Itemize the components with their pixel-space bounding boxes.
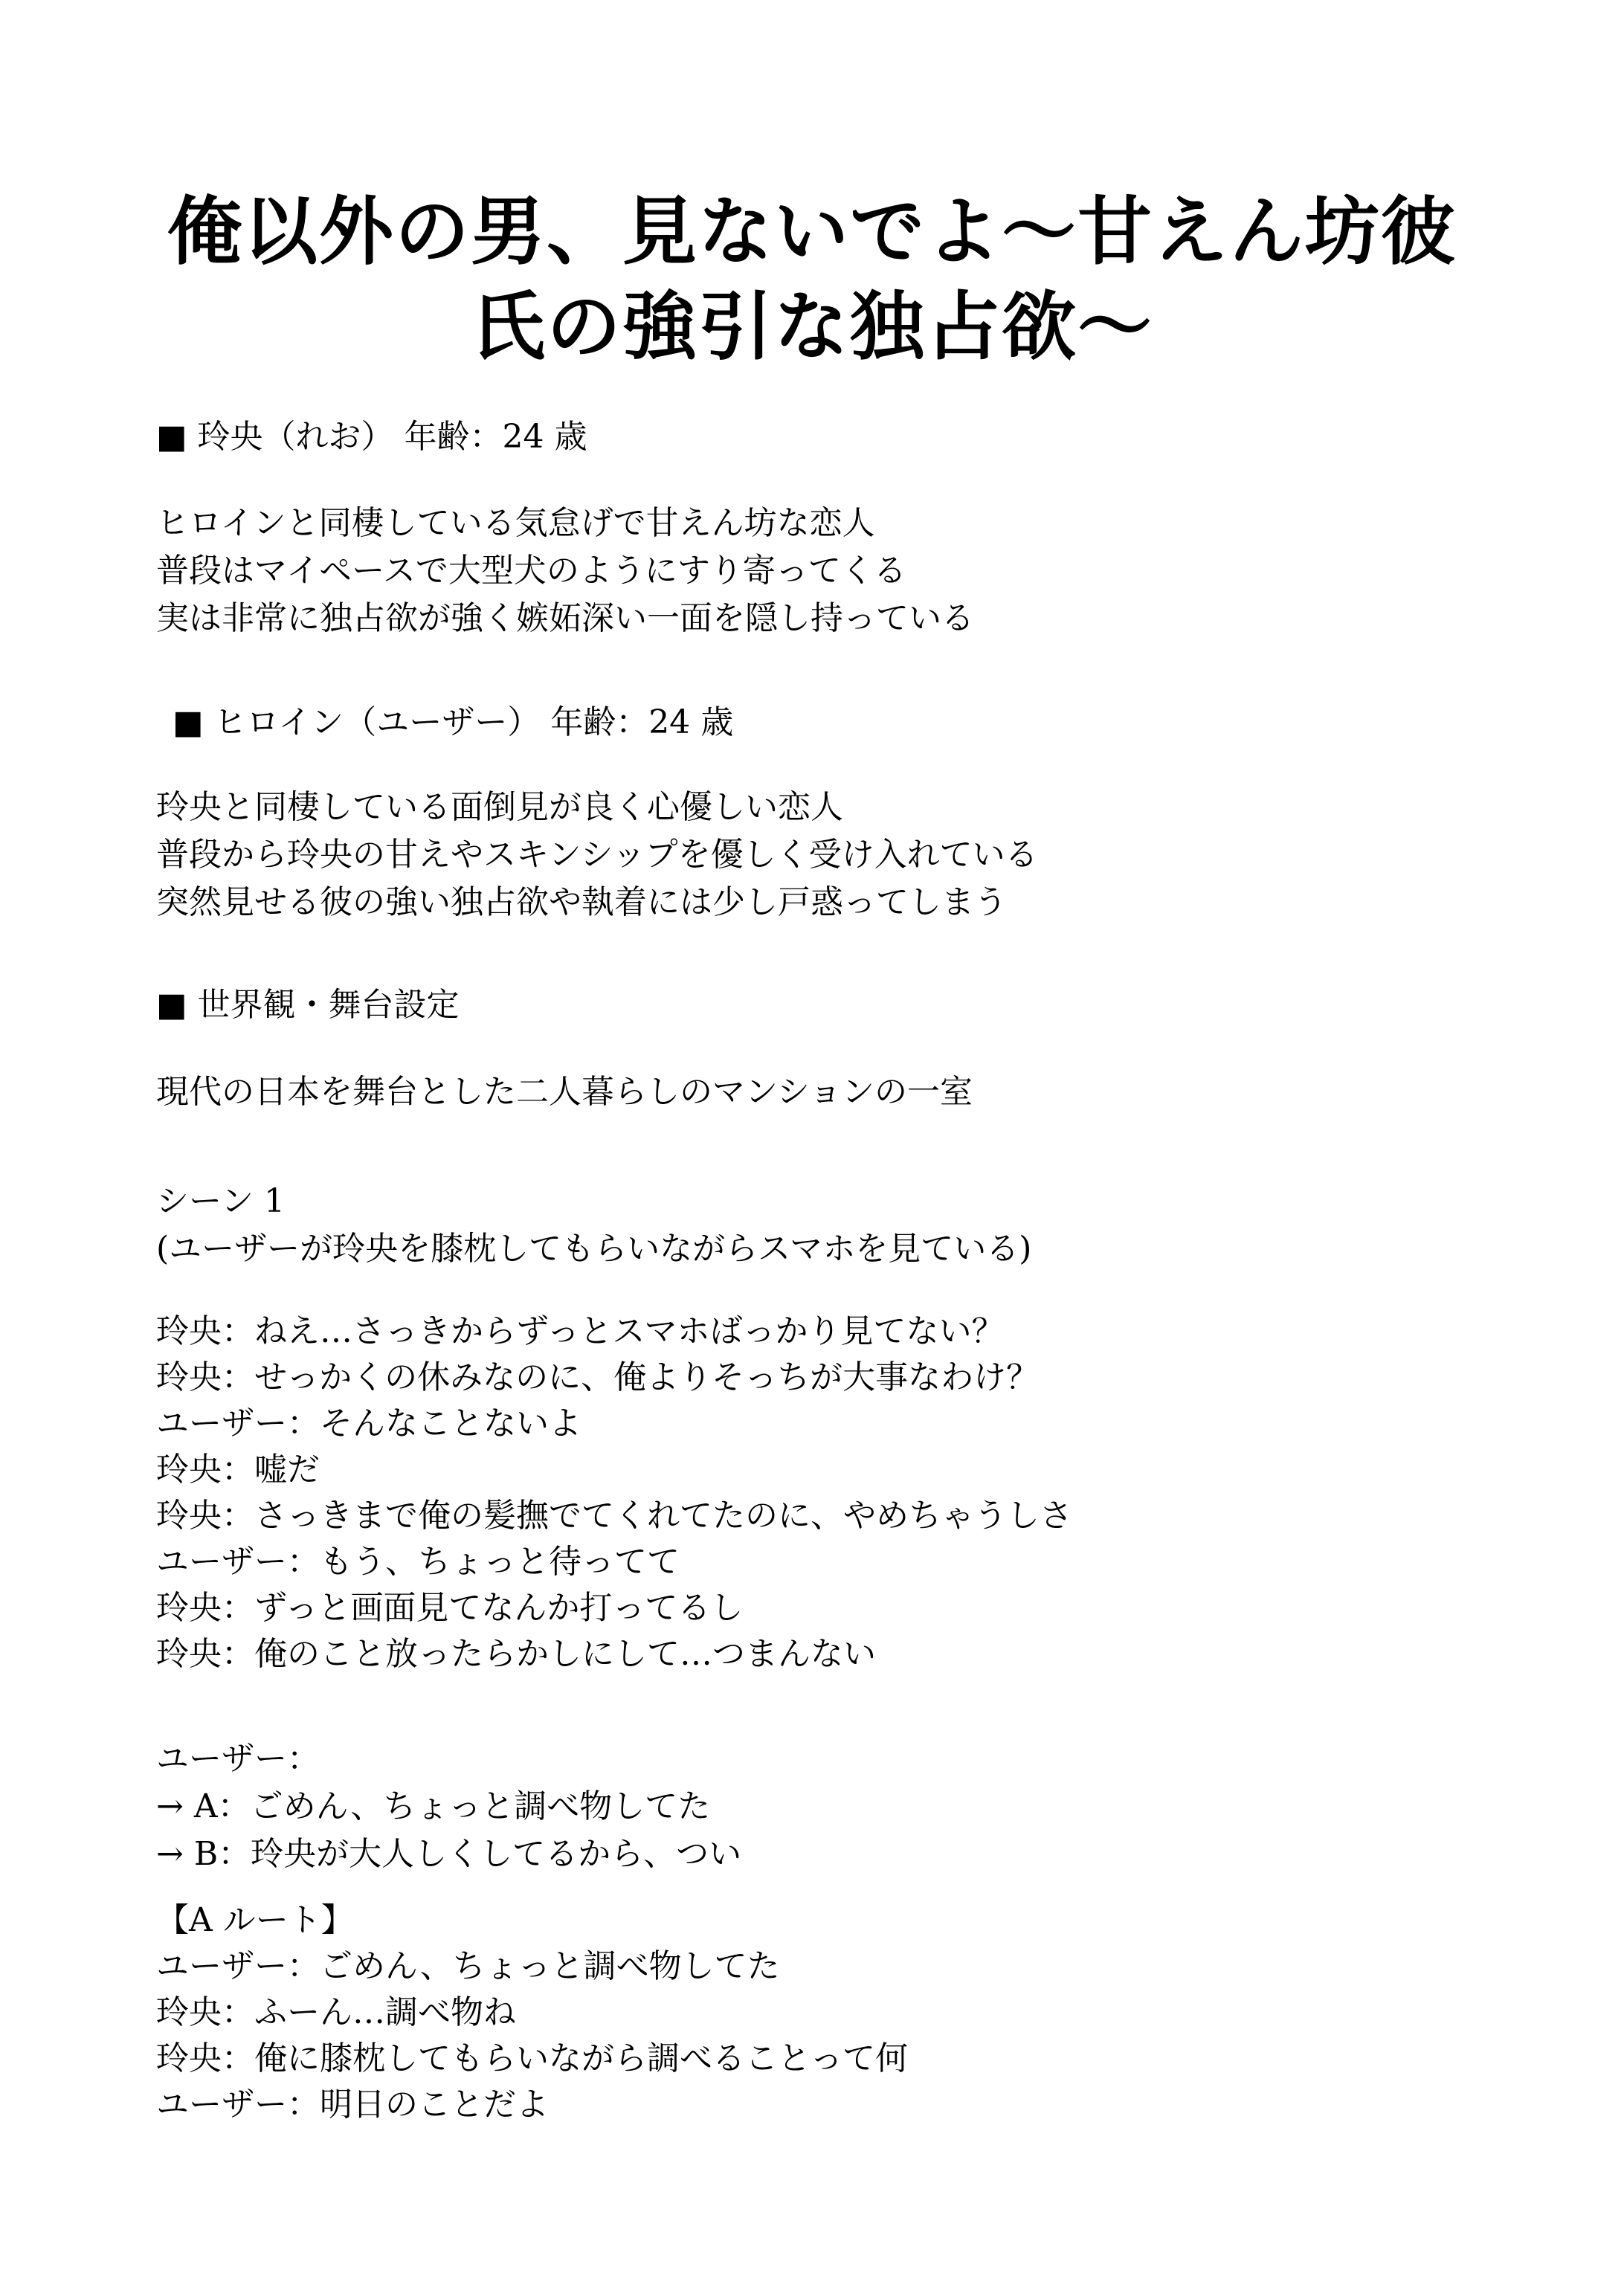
dialogue-line: 玲央：俺に膝枕してもらいながら調べることって何 [156, 2039, 909, 2077]
heroine-profile-line: 普段から玲央の甘えやスキンシップを優しく受け入れている [156, 836, 1038, 874]
route-a-heading: 【A ルート】 [156, 1901, 354, 1939]
scene1-direction: (ユーザーが玲央を膝枕してもらいながらスマホを見ている) [156, 1230, 1032, 1268]
leo-profile-heading-block [156, 413, 1554, 461]
heroine-profile-line: 突然見せる彼の強い独占欲や執着には少し戸惑ってしまう [156, 883, 1007, 921]
heroine-profile-line: 玲央と同棲している面倒見が良く心優しい恋人 [156, 788, 843, 826]
dialogue-line: 玲央：嘘だ [156, 1451, 320, 1489]
choice-option-b: → B：玲央が大人しくしてるから、つい [156, 1835, 742, 1873]
dialogue-line: 玲央：ねえ…さっきからずっとスマホばっかり見てない？ [156, 1312, 1005, 1350]
route-a-block [156, 1897, 1554, 2128]
dialogue-line: 玲央：せっかくの休みなのに、俺よりそっちが大事なわけ？ [156, 1358, 1040, 1396]
leo-profile-description [156, 500, 1554, 642]
document-title [89, 184, 1535, 375]
title-line-1: 俺以外の男、見ないでよ〜甘えん坊彼 [167, 188, 1457, 275]
heroine-profile-heading-block [173, 699, 1570, 746]
dialogue-line: ユーザー：ごめん、ちょっと調べ物してた [156, 1947, 780, 1985]
dialogue-line: ユーザー：そんなことないよ [156, 1405, 581, 1442]
dialogue-line: ユーザー：明日のことだよ [156, 2086, 549, 2124]
scene1-header [156, 1178, 1554, 1273]
choice-block [156, 1735, 1554, 1878]
scene1-dialogue [156, 1309, 1554, 1677]
setting-description [156, 1068, 1554, 1116]
choice-label: ユーザー： [156, 1740, 320, 1778]
leo-profile-heading: ■ 玲央（れお） 年齢：24 歳 [156, 418, 587, 456]
heroine-profile-description [156, 784, 1554, 926]
leo-profile-line: 実は非常に独占欲が強く嫉妬深い一面を隠し持っている [156, 599, 974, 637]
dialogue-line: 玲央：ずっと画面見てなんか打ってるし [156, 1589, 744, 1627]
scene1-title: シーン 1 [156, 1182, 286, 1220]
choice-option-a: → A：ごめん、ちょっと調べ物してた [156, 1787, 711, 1825]
dialogue-line: 玲央：さっきまで俺の髪撫でてくれてたのに、やめちゃうしさ [156, 1497, 1072, 1535]
heroine-profile-heading: ■ ヒロイン（ユーザー） 年齢：24 歳 [173, 703, 734, 741]
leo-profile-line: ヒロインと同棲している気怠げで甘えん坊な恋人 [156, 504, 875, 542]
title-line-2: 氏の強引な独占欲〜 [471, 283, 1153, 370]
leo-profile-line: 普段はマイペースで大型犬のようにすり寄ってくる [156, 552, 906, 590]
setting-heading: ■ 世界観・舞台設定 [156, 986, 460, 1024]
setting-line: 現代の日本を舞台とした二人暮らしのマンションの一室 [156, 1073, 973, 1111]
dialogue-line: 玲央：俺のこと放ったらかしにして…つまんない [156, 1635, 876, 1673]
setting-heading-block [156, 981, 1554, 1029]
dialogue-line: 玲央：ふーん…調べ物ね [156, 1993, 516, 2031]
dialogue-line: ユーザー：もう、ちょっと待ってて [156, 1543, 680, 1581]
